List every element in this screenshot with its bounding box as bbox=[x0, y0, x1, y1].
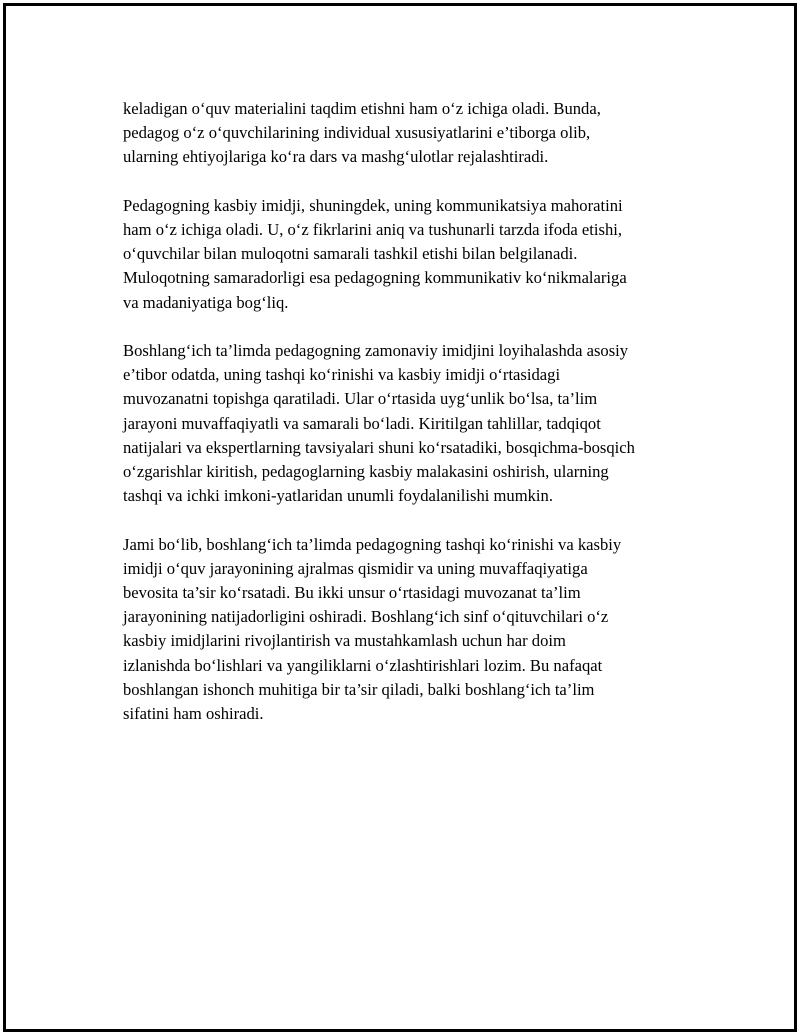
text-line: o‘quvchilar bilan muloqotni samarali tashkil etishi bilan belgilanadi. bbox=[123, 244, 578, 264]
text-line: ham o‘z ichiga oladi. U, o‘z fikrlarini aniq va tushunarli tarzda ifoda etishi, bbox=[123, 220, 623, 239]
page-frame bbox=[3, 3, 797, 1032]
paragraph-2 bbox=[123, 194, 708, 315]
text-line: Muloqotning samaradorligi esa pedagogning kommunikativ ko‘nikmalariga bbox=[123, 268, 627, 288]
text-line: o‘zgarishlar kiritish, pedagoglarning kasbiy malakasini oshirish, ularning bbox=[123, 462, 609, 482]
text-line: bevosita ta’sir ko‘rsatadi. Bu ikki unsur o‘rtasidagi muvozanat ta’lim bbox=[123, 583, 581, 603]
text-line: kasbiy imidjlarini rivojlantirish va mustahkamlash uchun har doim bbox=[123, 631, 566, 651]
text-line: natijalari va ekspertlarning tavsiyalari shuni ko‘rsatadiki, bosqichma-bosqich bbox=[123, 437, 635, 457]
paragraph-4 bbox=[123, 533, 708, 727]
text-line: sifatini ham oshiradi. bbox=[123, 704, 264, 724]
document-body bbox=[123, 97, 708, 750]
text-line: izlanishda bo‘lishlari va yangiliklarni o‘zlashtirishlari lozim. Bu nafaqat bbox=[123, 655, 603, 675]
text-line: Boshlang‘ich ta’limda pedagogning zamonaviy imidjini loyihalashda asosiy bbox=[123, 341, 629, 360]
text-line: e’tibor odatda, uning tashqi ko‘rinishi va kasbiy imidji o‘rtasidagi bbox=[123, 365, 561, 385]
text-line: boshlangan ishonch muhitiga bir ta’sir qiladi, balki boshlang‘ich ta’lim bbox=[123, 679, 595, 699]
text-line: muvozanatni topishga qaratiladi. Ular o‘rtasida uyg‘unlik bo‘lsa, ta’lim bbox=[123, 389, 598, 409]
text-line: va madaniyatiga bog‘liq. bbox=[123, 292, 289, 312]
paragraph-3 bbox=[123, 339, 708, 508]
text-line: ularning ehtiyojlariga ko‘ra dars va mashg‘ulotlar rejalashtiradi. bbox=[123, 147, 549, 167]
text-line: jarayoni muvaffaqiyatli va samarali bo‘ladi. Kiritilgan tahlillar, tadqiqot bbox=[123, 413, 601, 433]
text-line: Pedagogning kasbiy imidji, shuningdek, uning kommunikatsiya mahoratini bbox=[123, 195, 623, 215]
paragraph-1 bbox=[123, 97, 708, 170]
text-line: keladigan o‘quv materialini taqdim etishni ham o‘z ichiga oladi. Bunda, bbox=[123, 99, 601, 118]
text-line: Jami bo‘lib, boshlang‘ich ta’limda pedagogning tashqi ko‘rinishi va kasbiy bbox=[123, 534, 622, 554]
text-line: tashqi va ichki imkoni-yatlaridan unumli foydalanilishi mumkin. bbox=[123, 486, 553, 506]
text-line: jarayonining natijadorligini oshiradi. Boshlang‘ich sinf o‘qituvchilari o‘z bbox=[123, 607, 609, 627]
text-line: pedagog o‘z o‘quvchilarining individual xususiyatlarini e’tiborga olib, bbox=[123, 123, 591, 143]
text-line: imidji o‘quv jarayonining ajralmas qismidir va uning muvaffaqiyatiga bbox=[123, 558, 588, 578]
